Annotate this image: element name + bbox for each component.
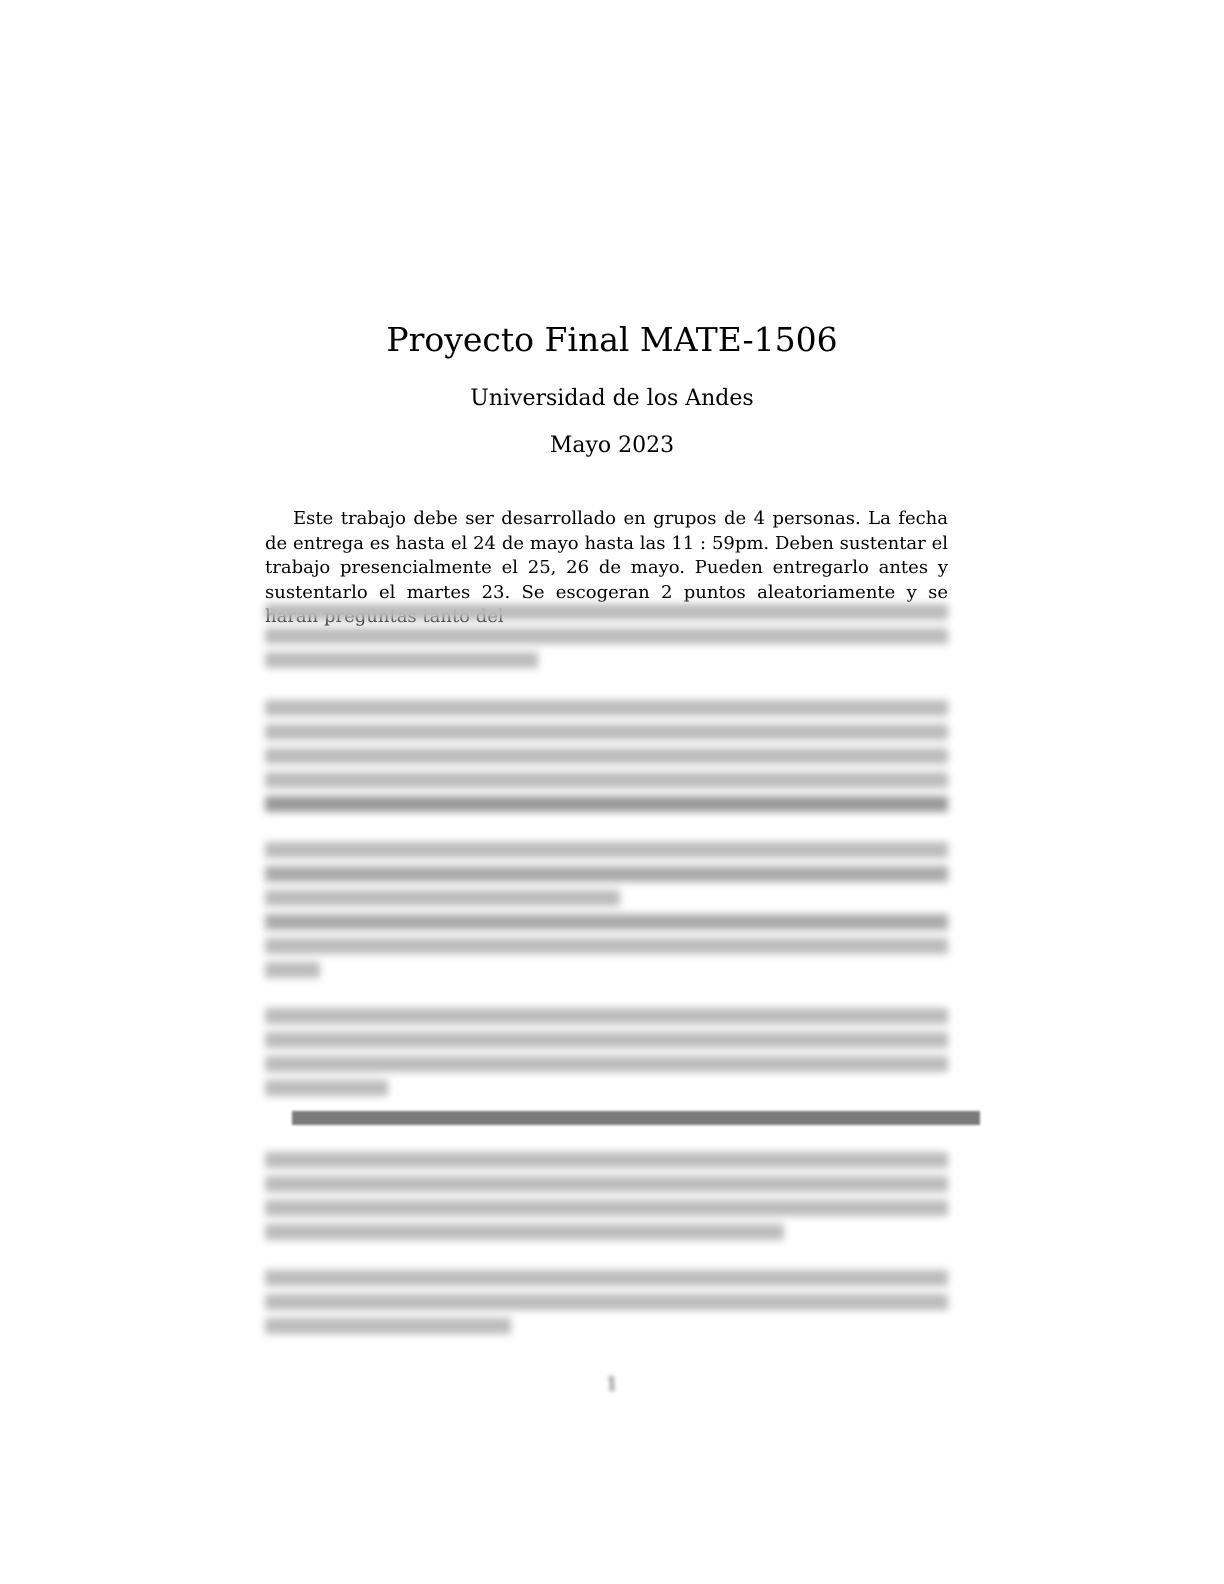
document-date: Mayo 2023	[549, 433, 675, 458]
page-number: 1	[606, 1374, 618, 1395]
institution-name: Universidad de los Andes	[470, 386, 754, 411]
document-title: Proyecto Final MATE-1506	[386, 320, 838, 359]
blurred-paragraph-4	[265, 1004, 948, 1096]
intro-paragraph: Este trabajo debe ser desarrollado en grupos de 4 personas. La fecha de entrega es hasta el 24 de mayo hasta las 11 : 59pm. Deben sustentar el trabajo presencialmente el 25, 26 de mayo. Pueden entregarlo antes y sustentarlo el martes 23. Se escogeran 2 puntos aleatoriamente y se	[265, 508, 948, 603]
blurred-paragraph-5	[265, 1148, 948, 1240]
blurred-paragraph-3	[265, 838, 948, 978]
blurred-paragraph-6	[265, 1266, 948, 1334]
horizontal-rule	[292, 1111, 980, 1125]
blurred-paragraph-1	[265, 600, 948, 668]
blurred-paragraph-2	[265, 696, 948, 812]
